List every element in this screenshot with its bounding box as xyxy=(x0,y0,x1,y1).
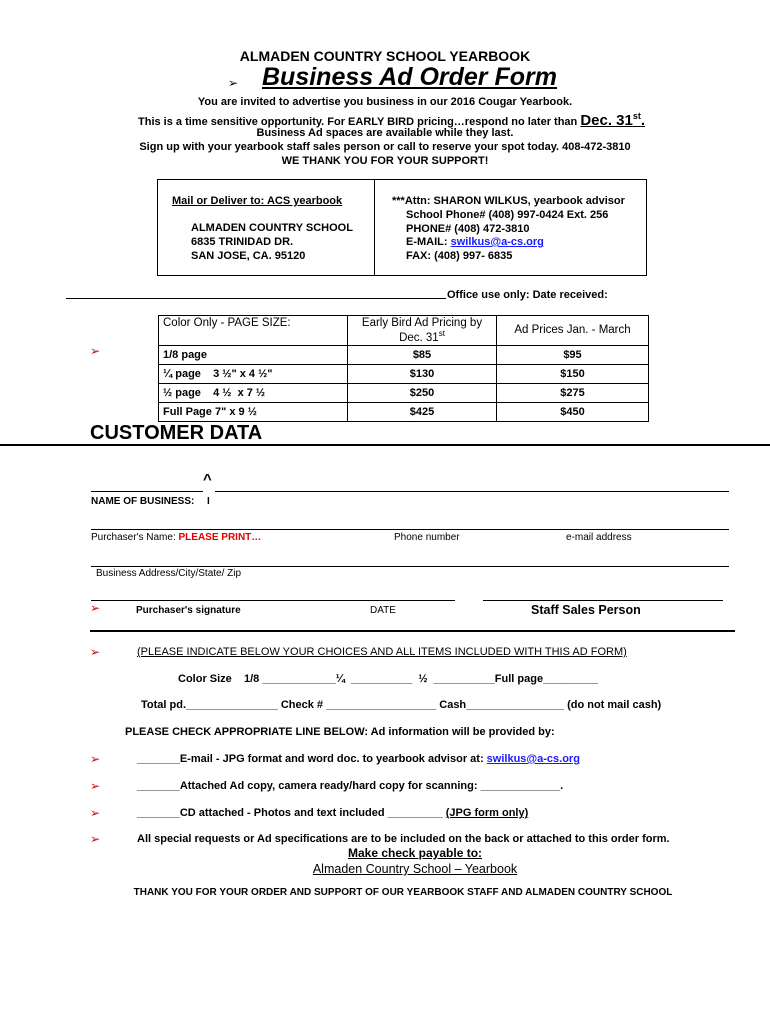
size-cell: ½ page 4 ½ x 7 ½ xyxy=(159,383,348,402)
contact-box xyxy=(157,179,647,276)
size-cell: 1/8 page xyxy=(159,345,348,364)
intro-line-2-text: This is a time sensitive opportunity. For EARLY BIRD pricing…respond no later than xyxy=(138,116,578,128)
early-price-cell: $250 xyxy=(348,383,497,402)
col-page-size: Color Only - PAGE SIZE: xyxy=(159,316,348,346)
col-early-bird xyxy=(348,316,497,346)
jpg-form-note: (JPG form only) xyxy=(445,807,529,819)
advisor-email-link[interactable]: swilkus@a-cs.org xyxy=(450,236,544,248)
address-line: SAN JOSE, CA. 95120 xyxy=(191,250,306,262)
early-price-cell: $130 xyxy=(348,364,497,383)
option-cd-text: _______CD attached - Photos and text included _________ xyxy=(137,807,446,819)
table-row xyxy=(159,402,649,421)
option-attached-copy[interactable]: _______Attached Ad copy, camera ready/hard copy for scanning: _____________. xyxy=(137,780,564,792)
office-use-label: Office use only: Date received: xyxy=(447,289,608,301)
table-row xyxy=(159,345,649,364)
intro-line-5: WE THANK YOU FOR YOUR SUPPORT! xyxy=(281,155,489,167)
email-label: E-MAIL: xyxy=(406,236,451,248)
option-email[interactable] xyxy=(137,753,580,765)
caret-icon: ^ xyxy=(203,471,212,488)
address-line: 6835 TRINIDAD DR. xyxy=(191,236,294,248)
regular-price-cell: $150 xyxy=(497,364,649,383)
early-price-cell: $85 xyxy=(348,345,497,364)
regular-price-cell: $450 xyxy=(497,402,649,421)
signature-field[interactable] xyxy=(91,600,455,601)
price-table xyxy=(158,315,649,422)
bullet-arrow-icon: ➢ xyxy=(90,779,101,793)
size-cell: Full Page 7" x 9 ½ xyxy=(159,402,348,421)
form-title: Business Ad Order Form xyxy=(262,63,557,91)
customer-data-heading: CUSTOMER DATA xyxy=(90,422,263,444)
address-line: ALMADEN COUNTRY SCHOOL xyxy=(191,222,353,234)
signature-label: Purchaser's signature xyxy=(136,605,241,616)
deadline-end: . xyxy=(640,112,646,129)
advisor-phone: PHONE# (408) 472-3810 xyxy=(406,222,530,235)
option-email-text: _______E-mail - JPG format and word doc. to yearbook advisor at: xyxy=(137,753,487,765)
early-bird-header-text: Early Bird Ad Pricing by Dec. 31 xyxy=(361,317,483,344)
early-price-cell: $425 xyxy=(348,402,497,421)
purchaser-label xyxy=(91,532,261,543)
advisor-email-row xyxy=(406,236,608,250)
thank-you-footer: THANK YOU FOR YOUR ORDER AND SUPPORT OF OUR YEARBOOK STAFF AND ALMADEN COUNTRY SCHOOL xyxy=(133,887,673,898)
mail-heading: Mail or Deliver to: ACS yearbook xyxy=(172,195,343,207)
please-print-note: PLEASE PRINT… xyxy=(178,532,262,543)
regular-price-cell: $275 xyxy=(497,383,649,402)
advisor-fax: FAX: (408) 997- 6835 xyxy=(406,249,513,262)
email-label: e-mail address xyxy=(566,532,632,543)
school-heading: ALMADEN COUNTRY SCHOOL YEARBOOK xyxy=(239,48,531,64)
business-name-label: NAME OF BUSINESS: xyxy=(91,496,195,507)
regular-price-cell: $95 xyxy=(497,345,649,364)
option-email-link[interactable]: swilkus@a-cs.org xyxy=(486,753,580,765)
payable-heading: Make check payable to: xyxy=(347,846,483,860)
staff-field[interactable] xyxy=(483,600,723,601)
bullet-arrow-icon: ➢ xyxy=(90,344,101,358)
office-use-line xyxy=(66,298,446,299)
deadline-sup: st xyxy=(632,111,641,121)
advisor-contacts xyxy=(406,209,608,263)
bullet-arrow-icon: ➢ xyxy=(90,752,101,766)
table-row xyxy=(159,383,649,402)
bullet-arrow-icon: ➢ xyxy=(90,645,101,659)
school-phone: School Phone# (408) 997-0424 Ext. 256 xyxy=(406,209,609,221)
intro-line-3: Business Ad spaces are available while they last. xyxy=(256,127,514,139)
address-label: Business Address/City/State/ Zip xyxy=(96,568,242,579)
contact-box-divider xyxy=(374,180,375,275)
early-bird-sup: st xyxy=(438,329,445,338)
phone-label: Phone number xyxy=(394,532,460,543)
bullet-arrow-icon: ➢ xyxy=(90,601,101,615)
purchaser-label-text: Purchaser's Name: xyxy=(91,532,179,543)
size-cell: ¼ page 3 ½" x 4 ½" xyxy=(159,364,348,383)
color-size-line[interactable]: Color Size 1/8 ____________¼ __________ ½ __________Full page_________ xyxy=(178,673,599,685)
attn-line: ***Attn: SHARON WILKUS, yearbook advisor xyxy=(392,195,625,207)
payable-to: Almaden Country School – Yearbook xyxy=(312,862,518,876)
business-name-field-short[interactable] xyxy=(91,491,203,492)
bullet-arrow-icon: ➢ xyxy=(90,806,101,820)
intro-line-1: You are invited to advertise you business in our 2016 Cougar Yearbook. xyxy=(197,96,573,108)
option-cd[interactable] xyxy=(137,807,528,819)
special-requests-note: All special requests or Ad specifications are to be included on the back or attached to this order form. xyxy=(137,833,670,845)
staff-label: Staff Sales Person xyxy=(531,603,641,617)
check-line-heading: PLEASE CHECK APPROPRIATE LINE BELOW: Ad information will be provided by: xyxy=(125,726,555,738)
price-table-header xyxy=(159,316,649,346)
customer-heading-rule xyxy=(0,444,770,446)
bullet-arrow-icon: ➢ xyxy=(228,76,239,90)
col-ad-prices: Ad Prices Jan. - March xyxy=(497,316,649,346)
mail-address xyxy=(191,221,353,263)
section-rule xyxy=(90,630,735,632)
business-name-field[interactable] xyxy=(215,491,729,492)
choices-instruction: (PLEASE INDICATE BELOW YOUR CHOICES AND ALL ITEMS INCLUDED WITH THIS AD FORM) xyxy=(137,646,627,658)
table-row xyxy=(159,364,649,383)
bullet-arrow-icon: ➢ xyxy=(90,832,101,846)
date-label: DATE xyxy=(370,605,396,616)
total-paid-line[interactable]: Total pd._______________ Check # __________________ Cash________________ (do not mail cash) xyxy=(141,699,662,711)
purchaser-field[interactable] xyxy=(91,529,729,530)
address-field[interactable] xyxy=(91,566,729,567)
intro-line-4: Sign up with your yearbook staff sales person or call to reserve your spot today. 408-472-3810 xyxy=(139,141,631,153)
deadline-date: Dec. 31 xyxy=(580,112,633,129)
business-name-mark: I xyxy=(207,496,210,507)
